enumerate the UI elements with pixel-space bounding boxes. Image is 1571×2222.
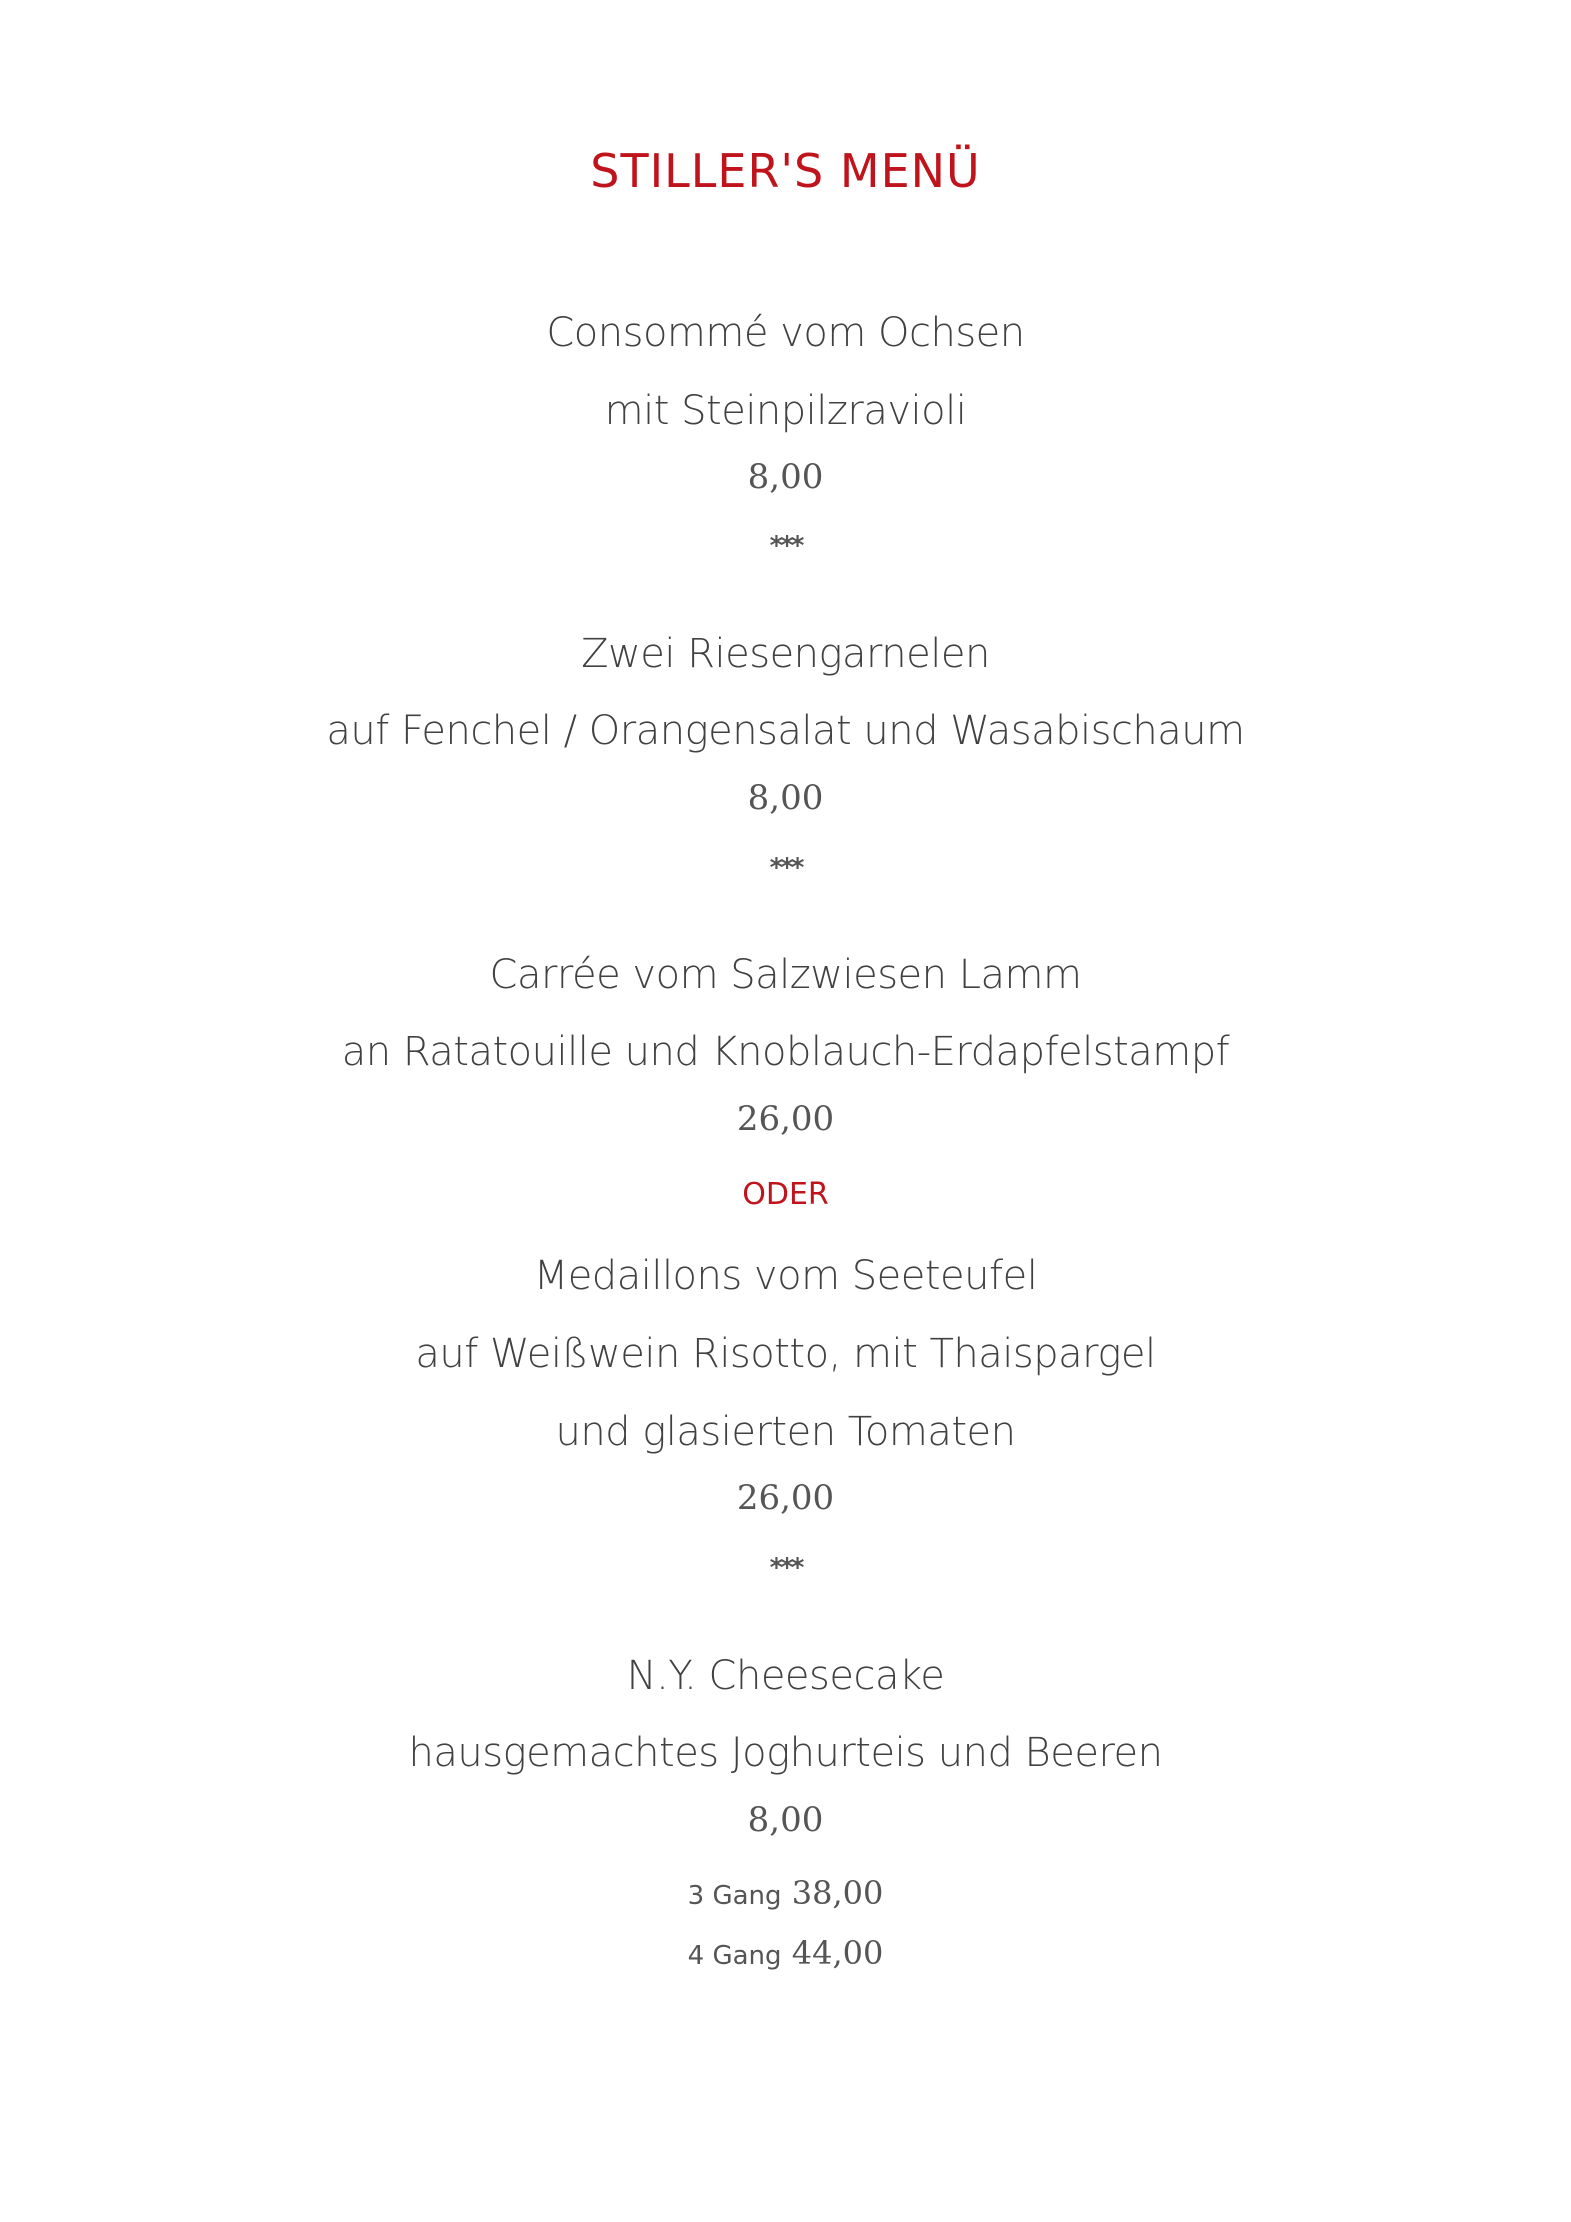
course-4-price: 26,00 <box>736 1478 835 1518</box>
course-2-description: auf Fenchel / Orangensalat und Wasabischaum <box>326 708 1245 754</box>
menu-title: STILLER'S MENÜ <box>590 144 981 198</box>
course-4-description-2: und glasierten Tomaten <box>555 1409 1016 1455</box>
course-3-price: 26,00 <box>736 1099 835 1139</box>
course-3-name: Carrée vom Salzwiesen Lamm <box>489 952 1082 998</box>
course-3-description: an Ratatouille und Knoblauch-Erdapfelstampf <box>341 1029 1230 1075</box>
total-4-gang <box>0 1934 1571 1972</box>
course-5-description: hausgemachtes Joghurteis und Beeren <box>408 1730 1163 1776</box>
course-5-name: N.Y. Cheesecake <box>626 1653 945 1699</box>
course-4-description-1: auf Weißwein Risotto, mit Thaispargel <box>415 1331 1156 1377</box>
course-1-price: 8,00 <box>747 457 824 497</box>
course-1-description: mit Steinpilzravioli <box>604 388 967 434</box>
total-3-gang <box>0 1874 1571 1912</box>
oder-label: ODER <box>742 1177 829 1212</box>
total-4-gang-label: 4 Gang <box>687 1941 782 1971</box>
total-3-gang-label: 3 Gang <box>687 1881 782 1911</box>
course-2-name: Zwei Riesengarnelen <box>581 631 990 677</box>
total-3-gang-price: 38,00 <box>791 1874 884 1912</box>
total-4-gang-price: 44,00 <box>791 1934 884 1972</box>
separator-3: *** <box>769 1553 802 1583</box>
course-5-price: 8,00 <box>747 1800 824 1840</box>
course-2-price: 8,00 <box>747 778 824 818</box>
course-1-name: Consommé vom Ochsen <box>546 310 1025 356</box>
separator-2: *** <box>769 853 802 883</box>
course-4-name: Medaillons vom Seeteufel <box>533 1253 1038 1299</box>
separator-1: *** <box>769 531 802 561</box>
